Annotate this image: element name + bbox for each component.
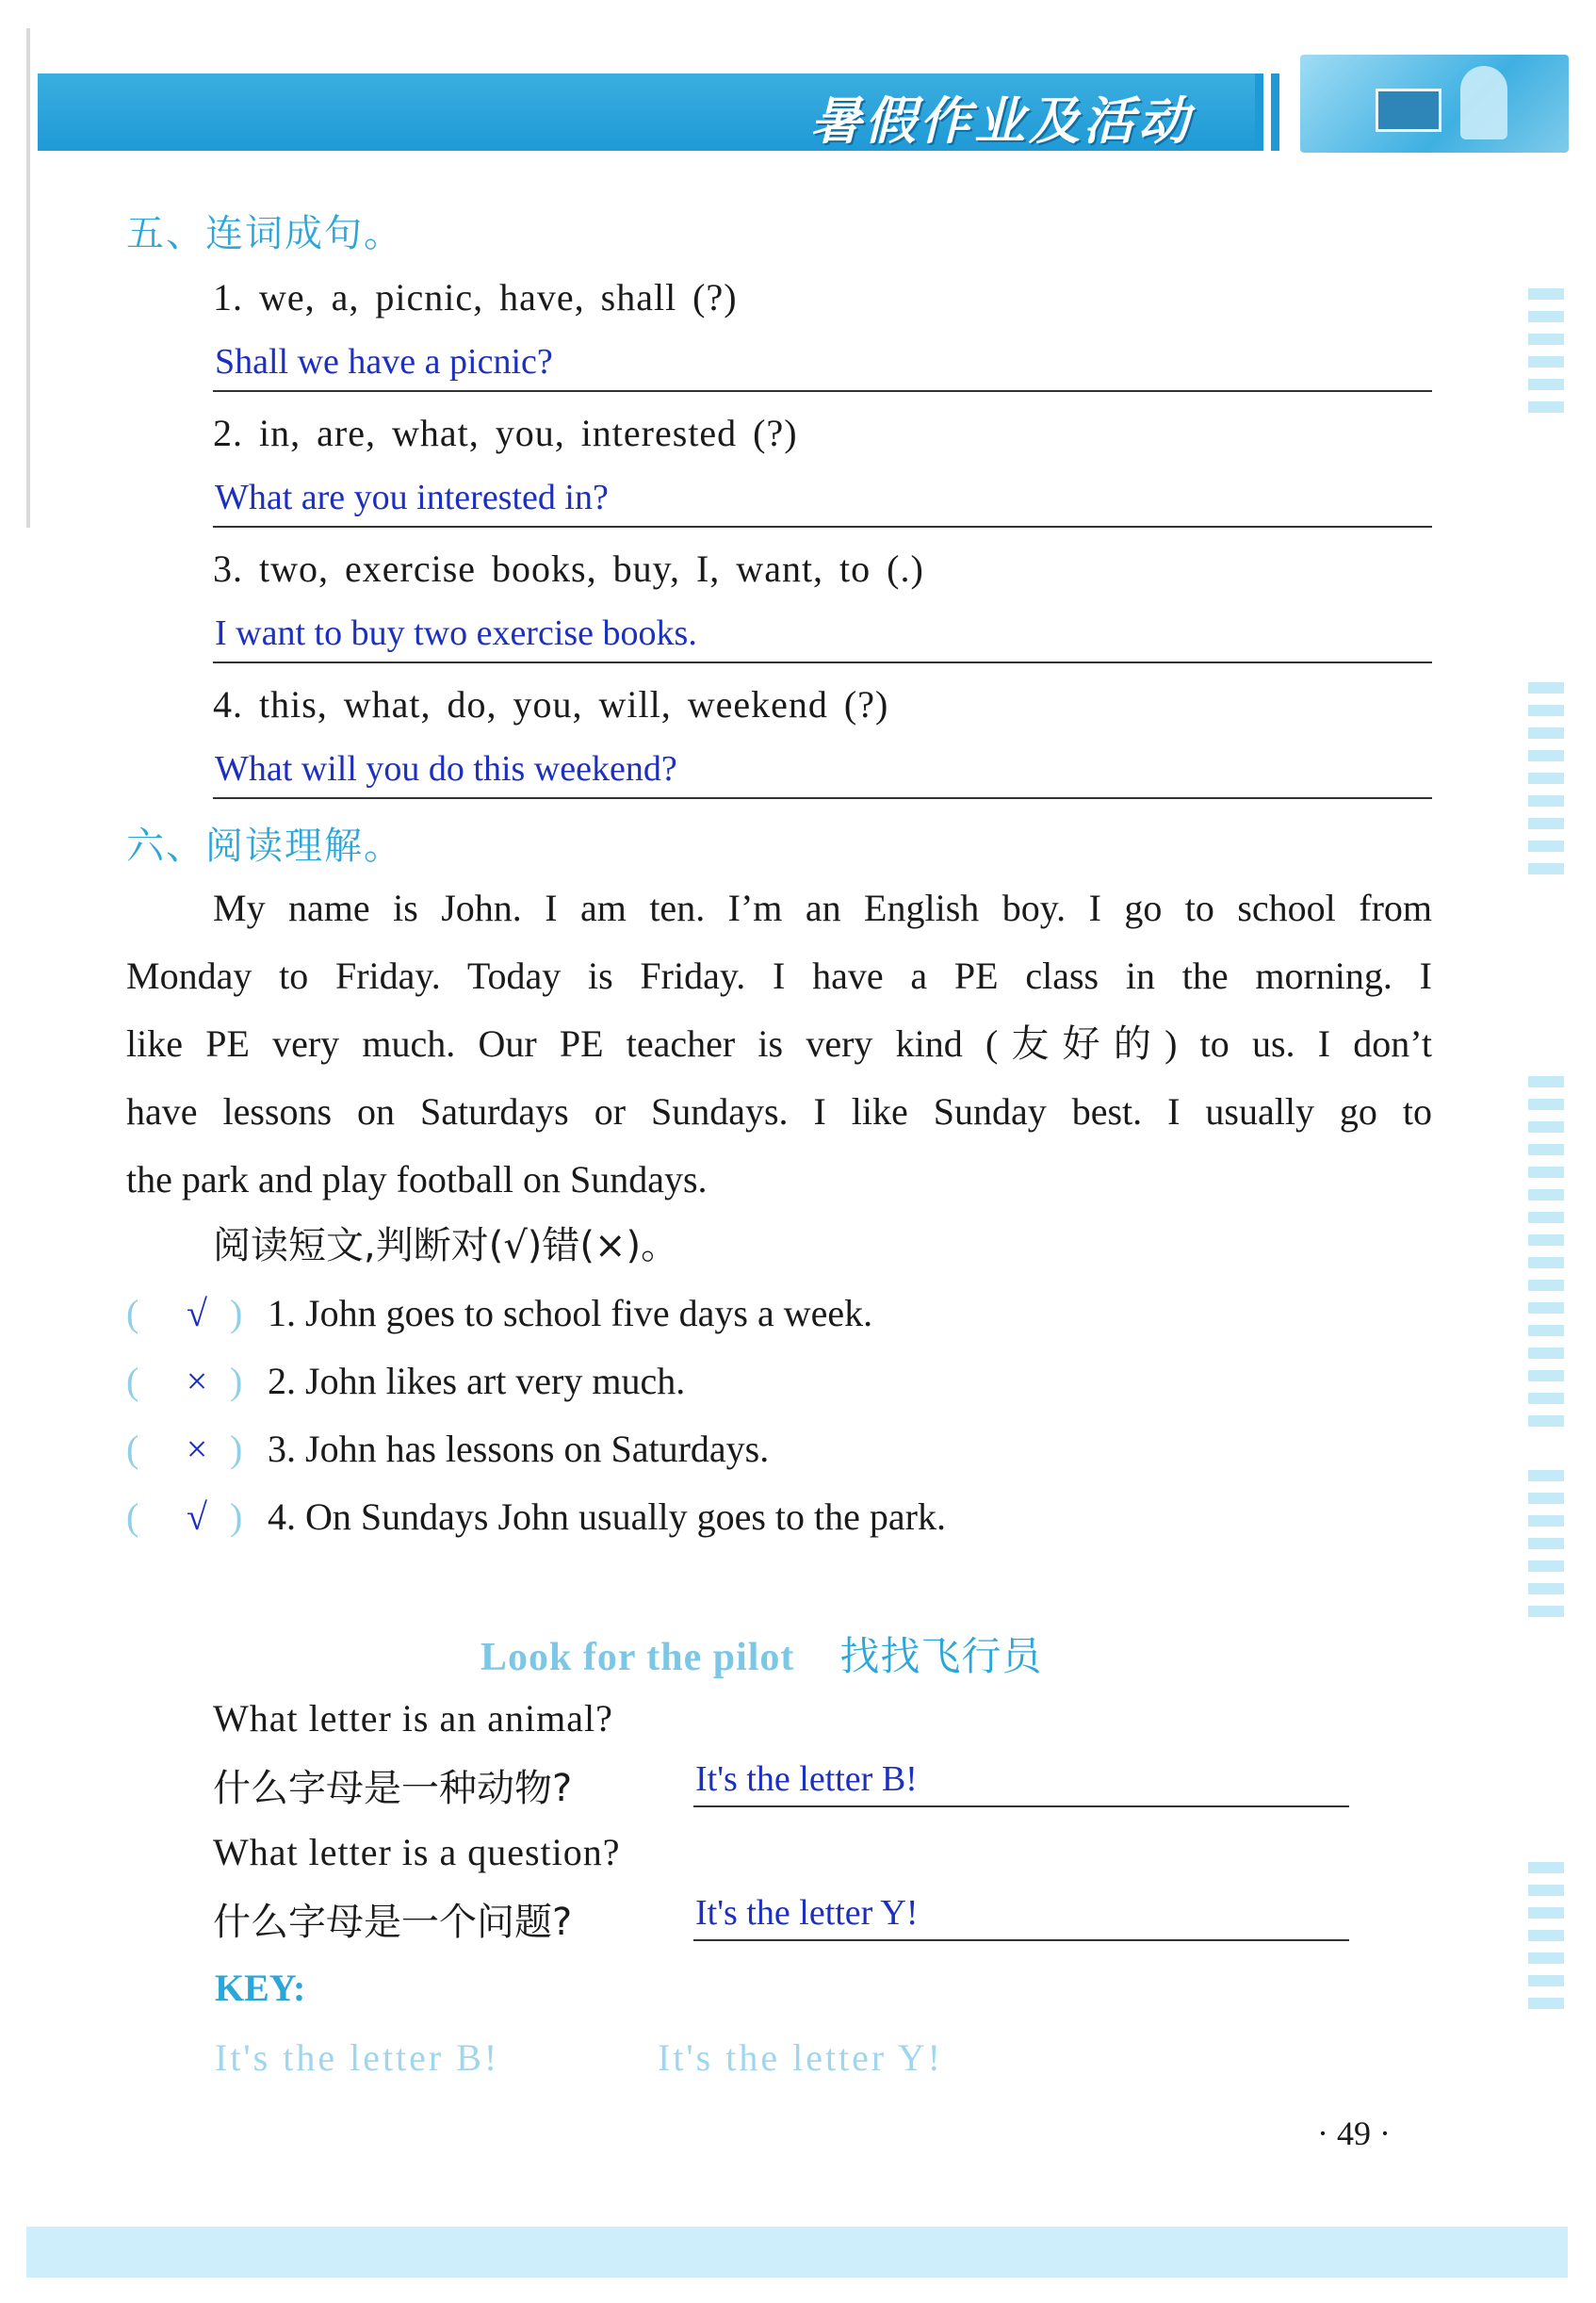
answer-line-4 [213,797,1432,799]
header-bars [1255,74,1279,151]
riddle-2-answer: It's the letter Y! [695,1893,919,1933]
left-margin-rule [26,28,30,528]
judgement-instruction: 阅读短文,判断对(√)错(×)。 [213,1224,679,1267]
key-answer-1: It's the letter B! [215,2036,500,2079]
reading-passage [126,874,1432,1214]
judgement-mark: √ [187,1292,207,1334]
judgement-text: 2. John likes art very much. [268,1360,686,1402]
judgement-item: ( √ ) 4. On Sundays John usually goes to the park. [126,1495,946,1538]
answer-line-1 [213,390,1432,392]
person-icon [1460,66,1507,139]
question-4: 4. this, what, do, you, will, weekend (?) [213,683,889,726]
passage-line: the park and play football on Sundays. [126,1158,708,1200]
judgement-item: ( × ) 2. John likes art very much. [126,1360,686,1402]
answer-4: What will you do this weekend? [215,749,677,789]
header-title: 暑假作业及活动 [810,91,1193,151]
answer-line-2 [213,526,1432,528]
pilot-title [480,1625,1042,1682]
header-illustration [1300,55,1569,153]
riddle-1-line [693,1805,1349,1807]
riddle-2-en: What letter is a question? [213,1831,621,1873]
side-stripes-1 [1528,288,1564,424]
judgement-mark: × [186,1428,208,1470]
judgement-text: 3. John has lessons on Saturdays. [268,1428,770,1470]
pilot-title-en: Look for the pilot [480,1636,795,1679]
judgement-text: 1. John goes to school five days a week. [268,1292,873,1334]
answer-3: I want to buy two exercise books. [215,613,697,653]
key-answer-2: It's the letter Y! [658,2036,943,2079]
riddle-1-cn: 什么字母是一种动物? [213,1767,573,1810]
passage-line: Monday to Friday. Today is Friday. I have a PE class in the morning. I [126,955,1432,997]
judgement-item: ( × ) 3. John has lessons on Saturdays. [126,1428,770,1470]
side-stripes-4 [1528,1470,1564,1628]
side-stripes-3 [1528,1076,1564,1438]
passage-line: have lessons on Saturdays or Sundays. I like Sunday best. I usually go to [126,1090,1432,1133]
question-1: 1. we, a, picnic, have, shall (?) [213,276,738,318]
section-6-title: 六、阅读理解。 [126,825,403,868]
judgement-mark: √ [187,1495,207,1538]
answer-2: What are you interested in? [215,478,609,517]
question-3: 3. two, exercise books, buy, I, want, to (.) [213,547,924,590]
question-2: 2. in, are, what, you, interested (?) [213,412,798,454]
judgement-item: ( √ ) 1. John goes to school five days a week. [126,1292,873,1334]
passage-line: like PE very much. Our PE teacher is very kind (友好的) to us. I don’t [126,1022,1432,1065]
riddle-1-en: What letter is an animal? [213,1697,613,1740]
passage-line: My name is John. I am ten. I’m an English boy. I go to school from [213,887,1432,929]
side-stripes-5 [1528,1862,1564,2020]
riddle-2-line [693,1939,1349,1941]
answer-1: Shall we have a picnic? [215,342,553,382]
computer-icon [1376,89,1441,132]
judgement-mark: × [186,1360,208,1402]
bottom-band [26,2227,1568,2278]
side-stripes-2 [1528,682,1564,886]
answer-line-3 [213,662,1432,663]
judgement-text: 4. On Sundays John usually goes to the park. [268,1495,946,1538]
page-number: · 49 · [1317,2115,1391,2152]
key-label: KEY: [215,1967,306,2009]
section-5-title: 五、连词成句。 [126,212,403,255]
riddle-2-cn: 什么字母是一个问题? [213,1901,573,1944]
riddle-1-answer: It's the letter B! [695,1759,918,1799]
pilot-title-cn: 找找飞行员 [839,1633,1043,1679]
